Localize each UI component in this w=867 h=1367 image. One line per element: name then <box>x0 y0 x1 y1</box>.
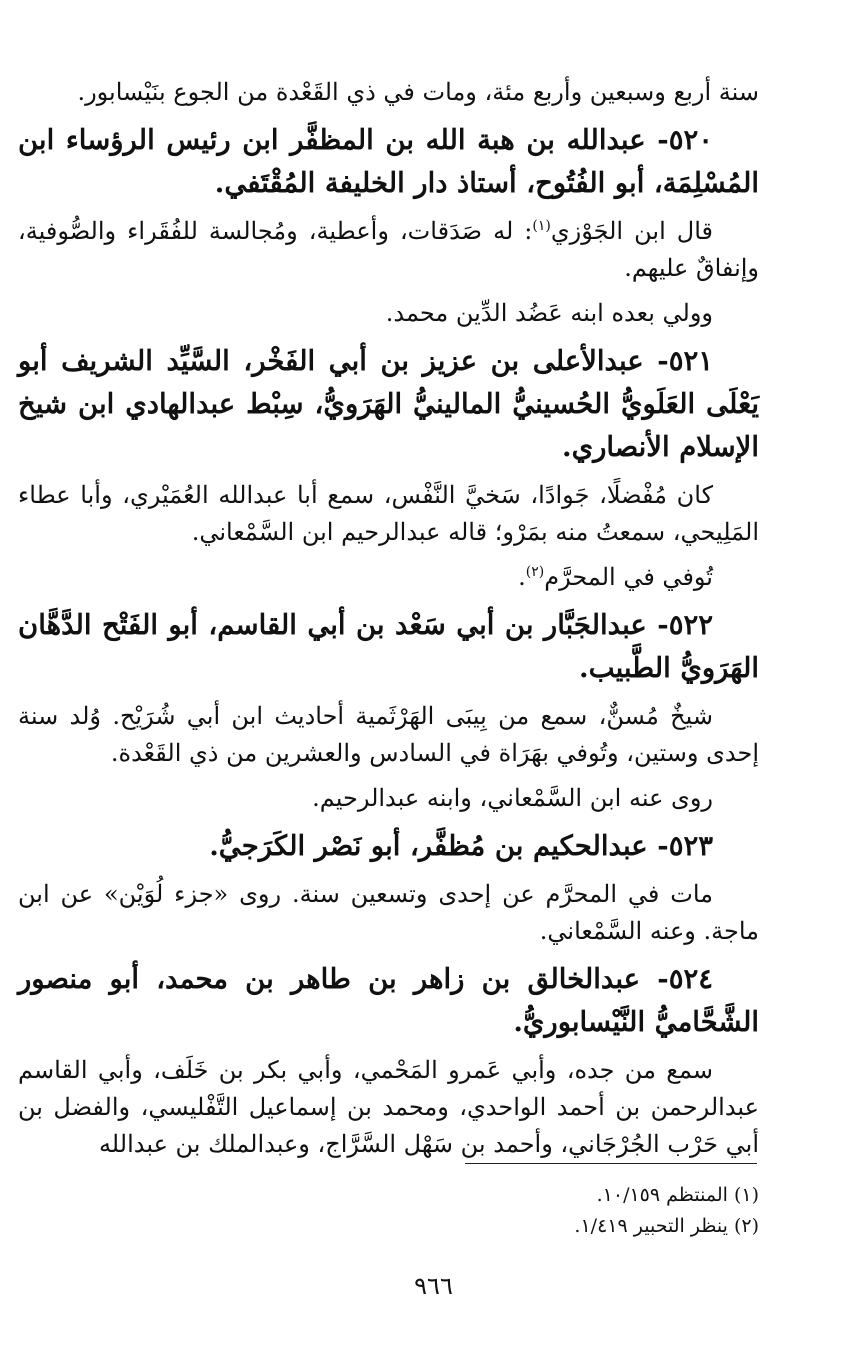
main-text <box>18 74 759 1171</box>
biography-entry-heading <box>18 825 759 868</box>
paragraph-text: وولي بعده ابنه عَضُد الدِّين محمد. <box>385 299 713 327</box>
footnote-mark: (١) <box>733 1184 759 1206</box>
paragraph-text: تُوفي في المحرَّم <box>544 563 713 591</box>
entry-title: عبدالحكيم بن مُظفَّر، أبو نَصْر الكَرَجيُّ. <box>209 830 648 862</box>
paragraph-text: مات في المحرَّم عن إحدى وتسعين سنة. روى «جزء لُوَيْن» عن ابن ماجة. وعنه السَّمْعاني. <box>18 880 759 945</box>
paragraph-text: كان مُفْضلًا، جَوادًا، سَخيَّ النَّفْس، سمع أبا عبدالله العُمَيْري، وأبا عطاء المَلِيحي، سمعتُ منه بمَرْو؛ قاله عبدالرحيم ابن السَّمْعاني. <box>18 481 759 546</box>
footnotes <box>359 1180 759 1242</box>
paragraph-text: روى عنه ابن السَّمْعاني، وابنه عبدالرحيم. <box>312 784 713 812</box>
entry-title: عبدالله بن هبة الله بن المظفَّر ابن رئيس الرؤساء ابن المُسْلِمَة، أبو الفُتُوح، أستاذ دار الخليفة المُقْتَفي. <box>18 124 759 199</box>
page-number: ٩٦٦ <box>414 1272 453 1300</box>
entry-title: عبدالجَبَّار بن أبي سَعْد بن أبي القاسم، أبو الفَتْح الدَّهَّان الهَرَويُّ الطَّبيب. <box>18 609 759 684</box>
paragraph-text: سنة أربع وسبعين وأربع مئة، ومات في ذي القَعْدة من الجوع بنَيْسابور. <box>77 78 759 106</box>
entry-number: ٥٢١- <box>657 345 713 377</box>
body-paragraph <box>18 1052 759 1163</box>
body-paragraph <box>18 213 759 287</box>
body-paragraph <box>18 295 759 332</box>
footnote-reference: (١) <box>532 218 551 234</box>
entry-number: ٥٢٠- <box>657 124 713 156</box>
paragraph-text: قال ابن الجَوْزي <box>550 217 713 245</box>
body-paragraph <box>18 477 759 551</box>
paragraph-text-continued: . <box>518 563 526 591</box>
footnote-text: المنتظم ١٠/١٥٩. <box>596 1184 728 1206</box>
paragraph-text: سمع من جده، وأبي عَمرو المَحْمي، وأبي بكر بن خَلَف، وأبي القاسم عبدالرحمن بن أحمد الواحدي، ومحمد بن إسماعيل التَّفْليسي، والفضل بن أبي حَرْب الجُرْجَاني، وأحمد بن سَهْل السَّرَّاج، وعبدالملك بن عبدالله <box>18 1056 759 1158</box>
biography-entry-heading <box>18 958 759 1044</box>
footnote-text: ينظر التحبير ١/٤١٩. <box>574 1215 728 1237</box>
biography-entry-heading <box>18 340 759 469</box>
paragraph-text: شيخٌ مُسنٌّ، سمع من بِيبَى الهَرْثَمية أحاديث ابن أبي شُرَيْح. وُلد سنة إحدى وستين، وتُوفي بهَرَاة في السادس والعشرين من ذي القَعْدة. <box>18 702 759 767</box>
entry-number: ٥٢٤- <box>657 963 713 995</box>
entry-number: ٥٢٢- <box>657 609 713 641</box>
footnote-divider <box>465 1163 757 1164</box>
footnote-reference: (٢) <box>525 564 545 580</box>
biography-entry-heading <box>18 604 759 690</box>
footnote <box>359 1211 759 1242</box>
body-paragraph <box>18 698 759 772</box>
entry-number: ٥٢٣- <box>657 830 713 862</box>
body-paragraph <box>18 876 759 950</box>
paragraph-text-continued: : له صَدَقات، وأعطية، ومُجالسة للفُقَراء والصُّوفية، وإنفاقٌ عليهم. <box>18 217 759 282</box>
body-paragraph <box>18 559 759 596</box>
footnote-mark: (٢) <box>733 1215 759 1237</box>
body-paragraph <box>18 780 759 817</box>
entry-title: عبدالخالق بن زاهر بن طاهر بن محمد، أبو منصور الشَّحَّاميُّ النَّيْسابوريُّ. <box>18 963 759 1038</box>
footnote <box>359 1180 759 1211</box>
entry-title: عبدالأعلى بن عزيز بن أبي الفَخْر، السَّيِّد الشريف أبو يَعْلَى العَلَويُّ الحُسينيُّ المالينيُّ الهَرَويُّ، سِبْط عبدالهادي ابن شيخ الإسلام الأنصاري. <box>18 345 759 463</box>
biography-entry-heading <box>18 119 759 205</box>
body-paragraph <box>18 74 759 111</box>
